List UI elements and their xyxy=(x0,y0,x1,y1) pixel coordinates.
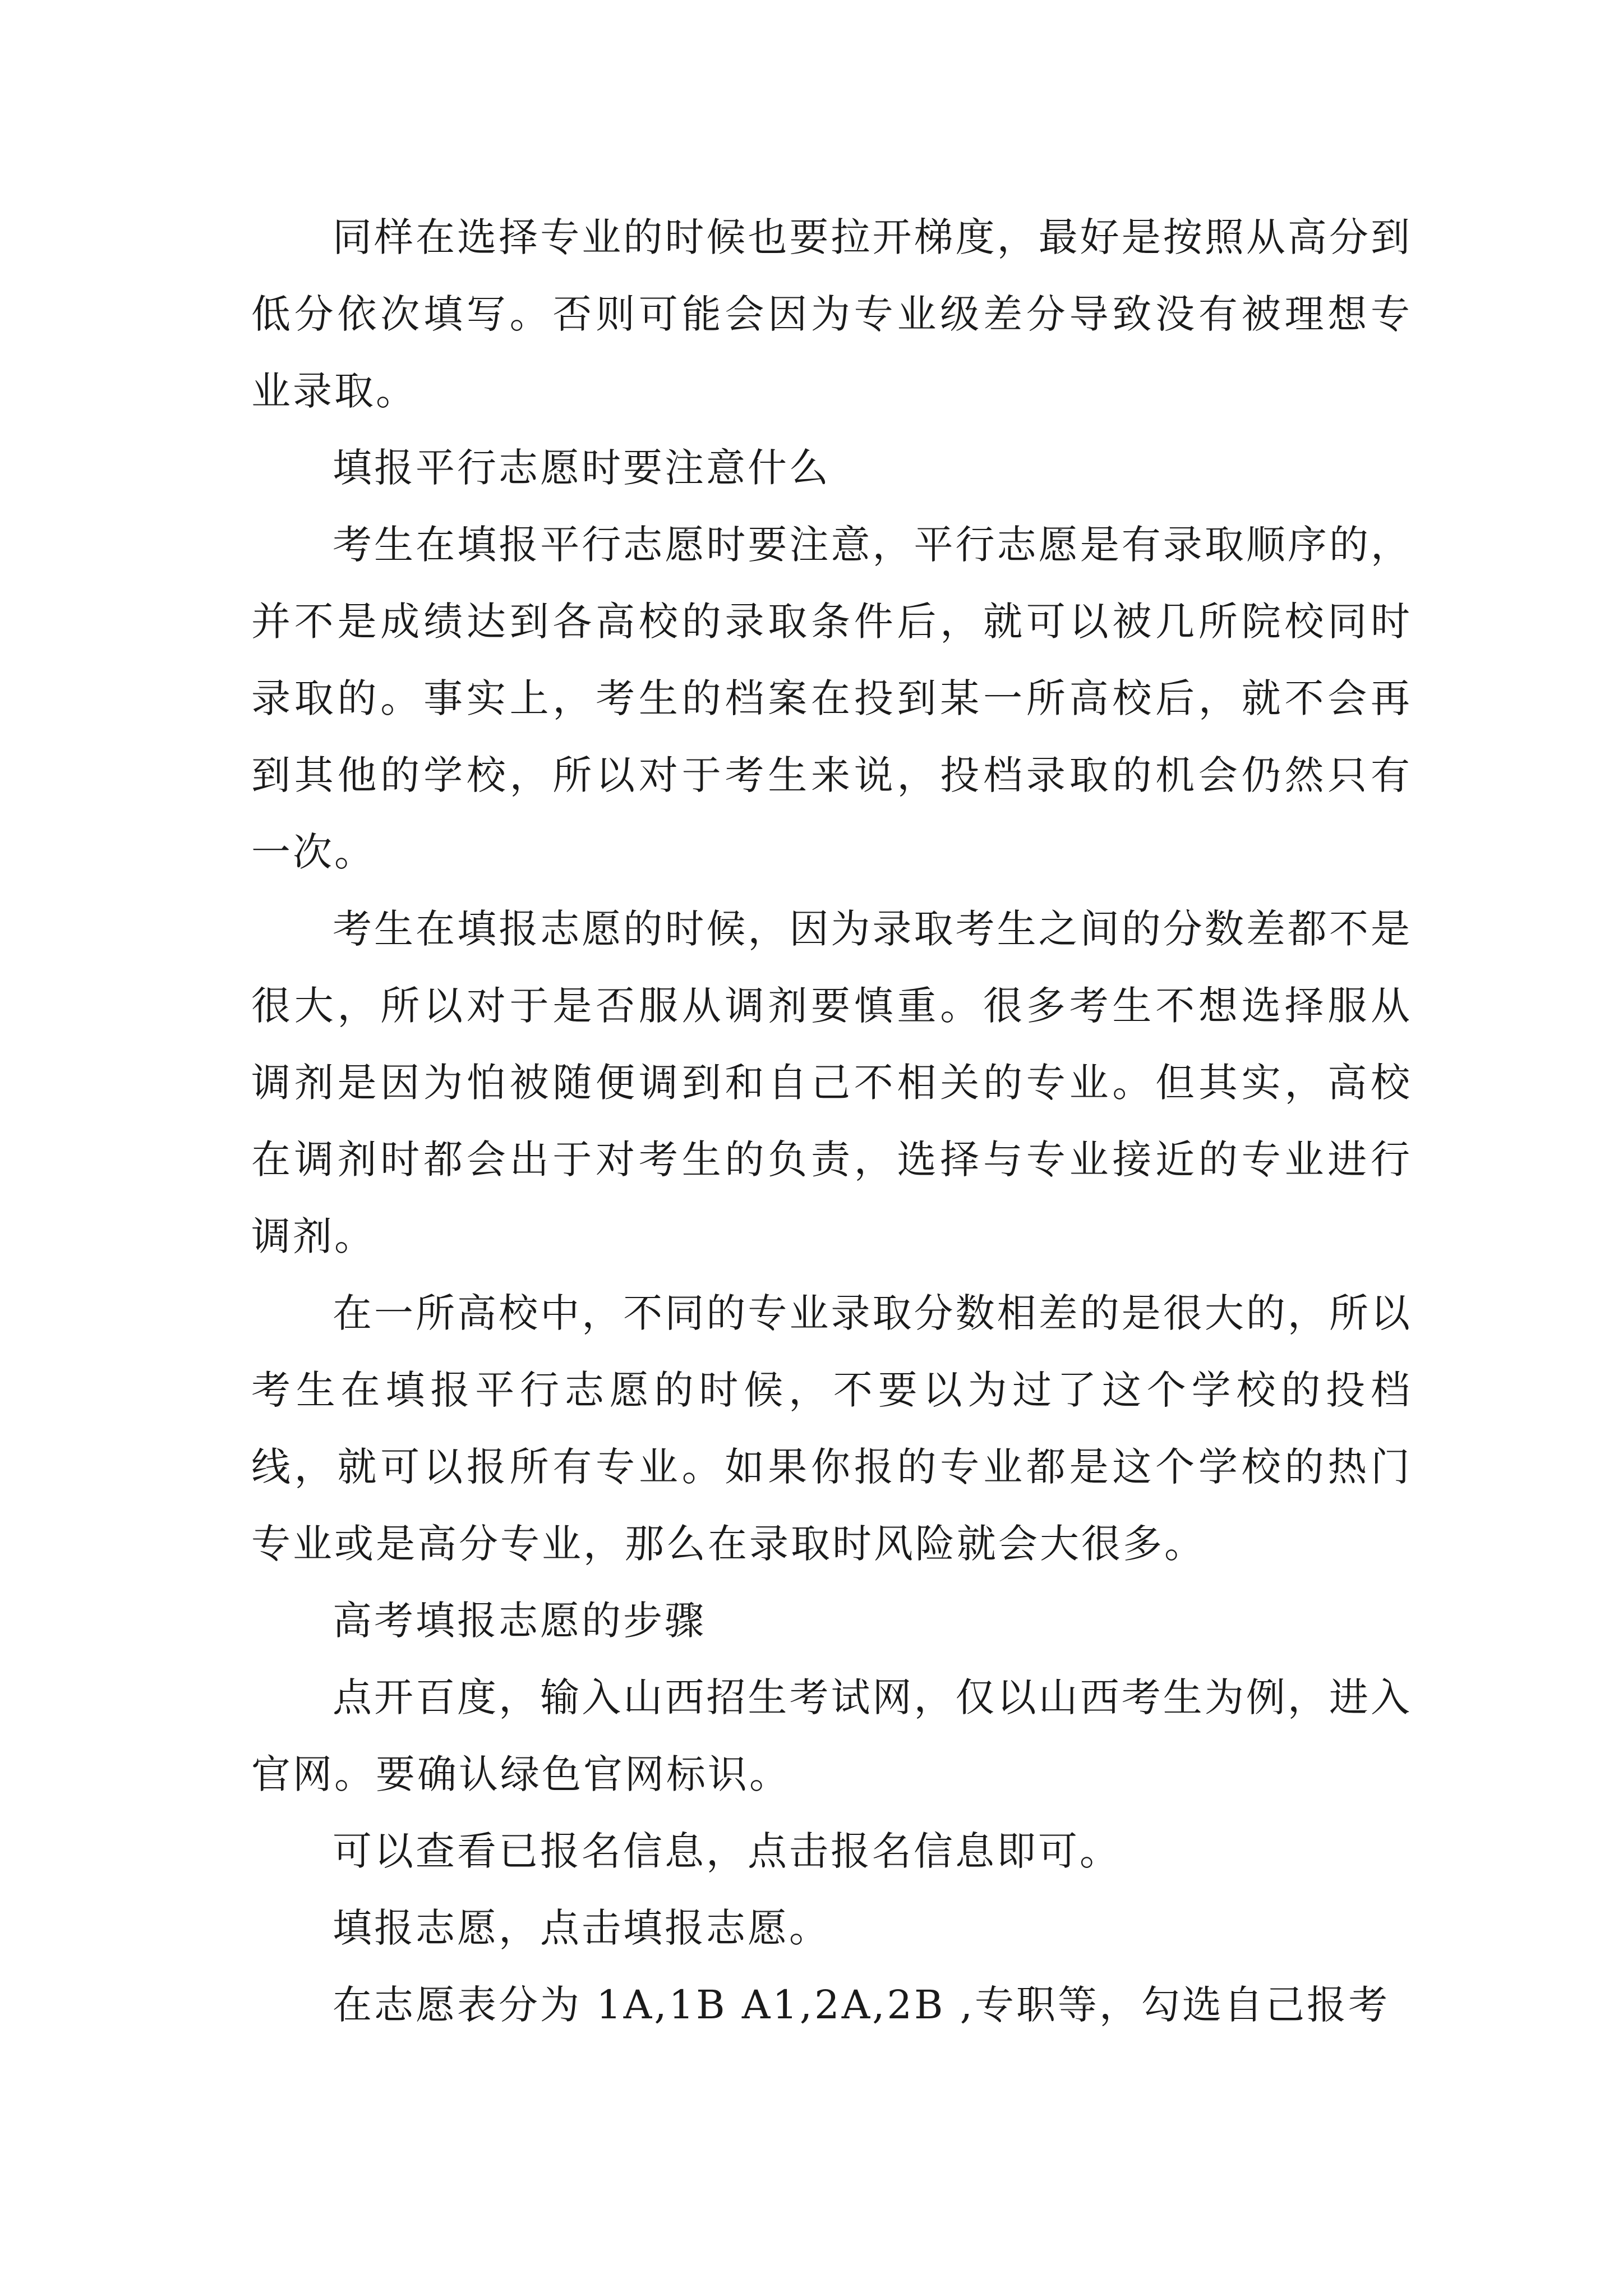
paragraph-1: 同样在选择专业的时候也要拉开梯度，最好是按照从高分到低分依次填写。否则可能会因为专业级差分导致没有被理想专业录取。 xyxy=(251,214,1412,414)
paragraph-4: 在一所高校中，不同的专业录取分数相差的是很大的，所以考生在填报平行志愿的时候，不要以为过了这个学校的投档线，就可以报所有专业。如果你报的专业都是这个学校的热门专业或是高分专业，那么在录取时风险就会大很多。 xyxy=(251,1290,1412,1567)
paragraph-3: 考生在填报志愿的时候，因为录取考生之间的分数差都不是很大，所以对于是否服从调剂要慎重。很多考生不想选择服从调剂是因为怕被随便调到和自己不相关的专业。但其实，高校在调剂时都会出于对考生的负责，选择与专业接近的专业进行调剂。 xyxy=(251,906,1412,1259)
paragraph-7: 填报志愿，点击填报志愿。 xyxy=(333,1905,831,1951)
paragraph-5: 点开百度，输入山西招生考试网，仅以山西考生为例，进入官网。要确认绿色官网标识。 xyxy=(251,1674,1412,1797)
paragraph-8: 在志愿表分为 1A,1B A1,2A,2B ,专职等，勾选自己报考 xyxy=(333,1982,1390,2028)
section-heading-parallel-volunteer: 填报平行志愿时要注意什么 xyxy=(333,445,831,491)
section-heading-steps: 高考填报志愿的步骤 xyxy=(333,1598,706,1644)
paragraph-2: 考生在填报平行志愿时要注意，平行志愿是有录取顺序的，并不是成绩达到各高校的录取条件后，就可以被几所院校同时录取的。事实上，考生的档案在投到某一所高校后，就不会再到其他的学校，所以对于考生来说，投档录取的机会仍然只有一次。 xyxy=(251,522,1412,875)
paragraph-6: 可以查看已报名信息，点击报名信息即可。 xyxy=(333,1828,1121,1874)
document-page xyxy=(251,199,1412,2044)
